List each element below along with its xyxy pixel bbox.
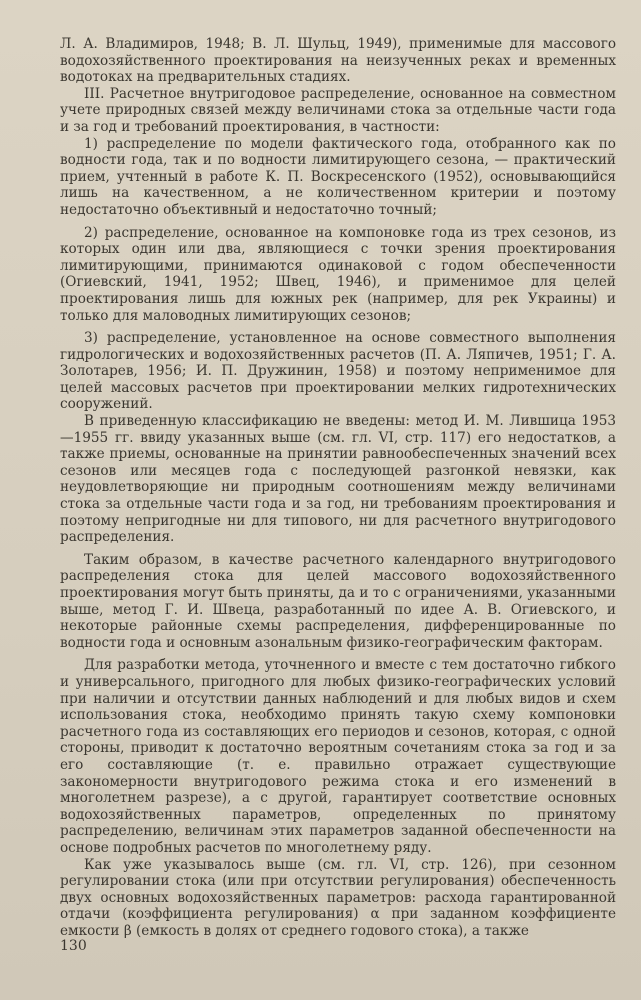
paragraph-conclusion: Таким образом, в качестве расчетного календарного внутригодового распределения стока для целей массового водохозяйственного проектирования могут быть приняты, да и то с ограничениями, указанными выше, метод Г. И. Швеца, разработанный по идее А. В. Огиевского, и некоторые районные схемы распределения, дифференцированные по водности года и основным азональным физико-географическим факторам. — [60, 551, 616, 651]
page-number: 130 — [60, 938, 87, 954]
paragraph-classification-note: В приведенную классификацию не введены: метод И. М. Лившица 1953—1955 гг. ввиду указанных выше (см. гл. VI, стр. 117) его недостатков, а также приемы, основанные на принятии равнообеспеченных значений всех сезонов или месяцев года с последующей разгонкой невязки, как неудовлетворяющие ни природным соотношениям между величинами стока за отдельные части года и за год, ни требованиям проектирования и поэтому непригодные ни для типового, ни для расчетного внутригодового распределения. — [60, 413, 616, 546]
page-text — [60, 36, 616, 939]
paragraph-item-1: 1) распределение по модели фактического года, отобранного как по водности года, так и по водности лимитирующего сезона, — практический прием, учтенный в работе К. П. Воскресенского (1952), основывающийся лишь на качественном, а не количественном критерии и поэтому недостаточно объективный и недостаточно точный; — [60, 135, 616, 218]
paragraph-section-iii: III. Расчетное внутригодовое распределение, основанное на совместном учете природных связей между величинами стока за отдельные части года и за год и требований проектирования, в частности: — [60, 85, 616, 135]
paragraph-method-requirements: Для разработки метода, уточненного и вместе с тем достаточно гибкого и универсального, пригодного для любых физико-географических условий при наличии и отсутствии данных наблюдений и для любых видов и схем использования стока, необходимо принять такую схему компоновки расчетного года из составляющих его периодов и сезонов, которая, с одной стороны, приводит к достаточно вероятным сочетаниям стока за год и за его составляющие (т. е. правильно отражает существующие закономерности внутригодового режима стока и его изменений в многолетнем разрезе), а с другой, гарантирует соответствие основных водохозяйственных параметров, определенных по принятому распределению, величинам этих параметров заданной обеспеченности на основе подробных расчетов по многолетнему ряду. — [60, 657, 616, 856]
paragraph-item-2: 2) распределение, основанное на компоновке года из трех сезонов, из которых один или два, являющиеся с точки зрения проектирования лимитирующими, принимаются одинаковой с годом обеспеченности (Огиевский, 1941, 1952; Швец, 1946), и применимое для целей проектирования лишь для южных рек (например, для рек Украины) и только для маловодных лимитирующих сезонов; — [60, 224, 616, 324]
paragraph-seasonal-regulation: Как уже указывалось выше (см. гл. VI, стр. 126), при сезонном регулировании стока (или при отсутствии регулирования) обеспеченность двух основных водохозяйственных параметров: расхода гарантированной отдачи (коэффициента регулирования) α при заданном коэффициенте емкости β (емкость в долях от среднего годового стока), а также — [60, 856, 616, 939]
paragraph-continuation: Л. А. Владимиров, 1948; В. Л. Шульц, 1949), применимые для массового водохозяйственного проектирования на неизученных реках и временных водотоках на предварительных стадиях. — [60, 36, 616, 86]
paragraph-item-3: 3) распределение, установленное на основе совместного выполнения гидрологических и водохозяйственных расчетов (П. А. Ляпичев, 1951; Г. А. Золотарев, 1956; И. П. Дружинин, 1958) и поэтому неприменимое для целей массовых расчетов при проектировании мелких гидротехнических сооружений. — [60, 330, 616, 413]
